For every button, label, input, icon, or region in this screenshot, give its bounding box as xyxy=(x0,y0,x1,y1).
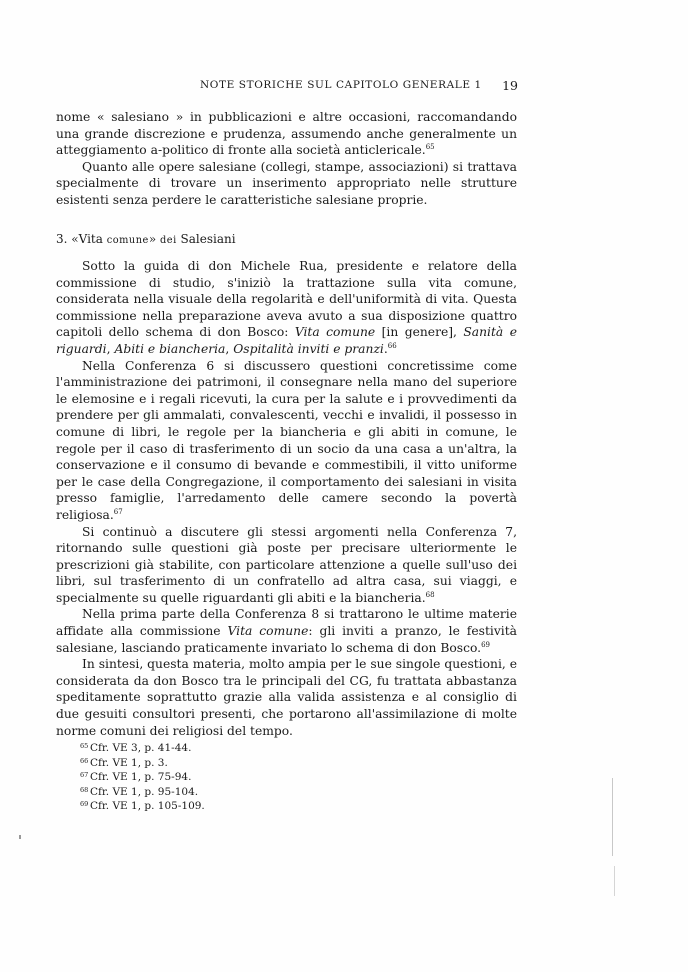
footnote-number: 68 xyxy=(80,785,89,794)
text-run: Sotto la guida di don Michele Rua, presidente e relatore della commissione di studio, s'iniziò la trattazione sulla vita comune, considerata nella visuale della regolarità e dell'uniformità di vita. Questa commissione nella preparazione aveva avuto a sua disposizione quattro capitoli dello schema di don Bosco: xyxy=(56,259,517,340)
paragraph-sintesi: In sintesi, questa materia, molto ampia per le sue singole questioni, e considerata da don Bosco tra le principali del CG, fu trattata abbastanza speditamente soprattutto grazie alla valida assistenza e al consiglio di due gesuiti consultori presenti, che portarono all'assimilazione di molte norme comuni dei religiosi del tempo. xyxy=(56,657,517,738)
section-heading xyxy=(56,232,236,246)
footnote-text: Cfr. VE 1, p. 3. xyxy=(90,756,168,769)
paragraph-continuation xyxy=(56,109,517,159)
paragraph-text: Si continuò a discutere gli stessi argomenti nella Conferenza 7, ritornando sulle questioni già poste per precisare ulteriormente le prescrizioni già stabilite, con particolare attenzione a quelle sull'uso dei libri, sul trasferimento di un confratello ad altra casa, sui viaggi, e specialmente su quelle riguardanti gli abiti e la biancheria. xyxy=(56,524,517,605)
footnote xyxy=(80,769,205,784)
footnote-text: Cfr. VE 1, p. 75-94. xyxy=(90,771,192,784)
footnote-number: 65 xyxy=(80,742,89,750)
footnote-ref: 66 xyxy=(387,341,397,350)
text-run: : gli inviti a pranzo, le festività salesiane, lasciando praticamente invariato lo schema di don Bosco. xyxy=(56,624,517,655)
footnote-ref: 68 xyxy=(425,590,435,599)
footnote xyxy=(80,755,205,770)
italic-title: Ospitalità inviti e pranzi xyxy=(233,341,384,356)
section-body xyxy=(56,258,517,739)
footnote-number: 69 xyxy=(80,800,89,809)
paragraph-conferenza-7 xyxy=(56,524,517,607)
footnote-number: 67 xyxy=(80,771,89,780)
footnote-text: Cfr. VE 1, p. 95-104. xyxy=(90,785,199,798)
italic-title: Abiti e biancheria xyxy=(114,341,226,356)
text-run: , xyxy=(106,341,115,356)
intro-text xyxy=(56,109,517,209)
title-close-quote: » xyxy=(148,232,157,246)
paragraph-rua xyxy=(56,258,517,358)
text-run: [in genere], xyxy=(375,325,464,340)
section-number: 3. xyxy=(56,232,68,246)
paragraph-opere: Quanto alle opere salesiane (collegi, stampe, associazioni) si trattava specialmente di trovare un inserimento appropriato nelle strutture esistenti senza perdere le caratteristiche salesiane proprie. xyxy=(56,159,517,207)
footnote-number: 66 xyxy=(80,756,89,765)
footnote xyxy=(80,740,205,755)
paragraph-conferenza-8 xyxy=(56,606,517,656)
italic-title: Vita comune xyxy=(294,325,376,340)
title-salesiani: Salesiani xyxy=(180,232,236,246)
paragraph-text: nome « salesiano » in pubblicazioni e altre occasioni, raccomandando una grande discrezione e prudenza, assumendo anche generalmente un atteggiamento a-politico di fronte alla società anticlericale. xyxy=(56,110,517,158)
running-head xyxy=(200,79,518,91)
text-run: . xyxy=(383,341,388,356)
footnote xyxy=(80,798,205,813)
italic-title: Vita comune xyxy=(227,624,309,639)
running-title: NOTE STORICHE SUL CAPITOLO GENERALE 1 xyxy=(200,79,482,91)
italic-title: Sanità e riguardi xyxy=(56,325,517,356)
footnote-text: Cfr. VE 1, p. 105-109. xyxy=(90,800,205,813)
footnote-ref: 65 xyxy=(425,143,435,152)
text-run: Nella prima parte della Conferenza 8 si trattarono le ultime materie affidate alla commissione xyxy=(56,607,517,639)
footnote-ref: 69 xyxy=(481,640,490,649)
footnote-text: Cfr. VE 3, p. 41-44. xyxy=(90,742,192,754)
title-vita: Vita xyxy=(78,232,103,246)
title-comune: comune xyxy=(106,235,149,246)
scan-artifact-line xyxy=(612,778,613,856)
text-run: , xyxy=(225,341,234,356)
title-open-quote: « xyxy=(71,232,79,246)
title-dei: dei xyxy=(160,235,177,246)
footnotes xyxy=(80,740,205,813)
footnote xyxy=(80,784,205,799)
scan-artifact-line xyxy=(614,866,615,896)
scan-speck xyxy=(19,835,21,839)
footnote-ref: 67 xyxy=(113,507,123,516)
paragraph-conferenza-6 xyxy=(56,358,517,524)
page-number: 19 xyxy=(502,78,518,93)
paragraph-text: Nella Conferenza 6 si discussero questioni concretissime come l'amministrazione dei patrimoni, il consegnare nella mano del superiore le elemosine e i regali ricevuti, la cura per la salute e i provvedimenti da prendere per gli ammalati, convalescenti, vecchi e invalidi, il possesso in comune di libri, le regole per la biancheria e gli abiti in comune, le regole per il caso di trasferimento di un socio da una casa a un'altra, la conservazione e il consumo di bevande e commestibili, il vitto uniforme per le case della Congregazione, il comportamento dei salesiani in visita presso famiglie, l'arredamento delle camere secondo la povertà religiosa. xyxy=(56,358,517,522)
